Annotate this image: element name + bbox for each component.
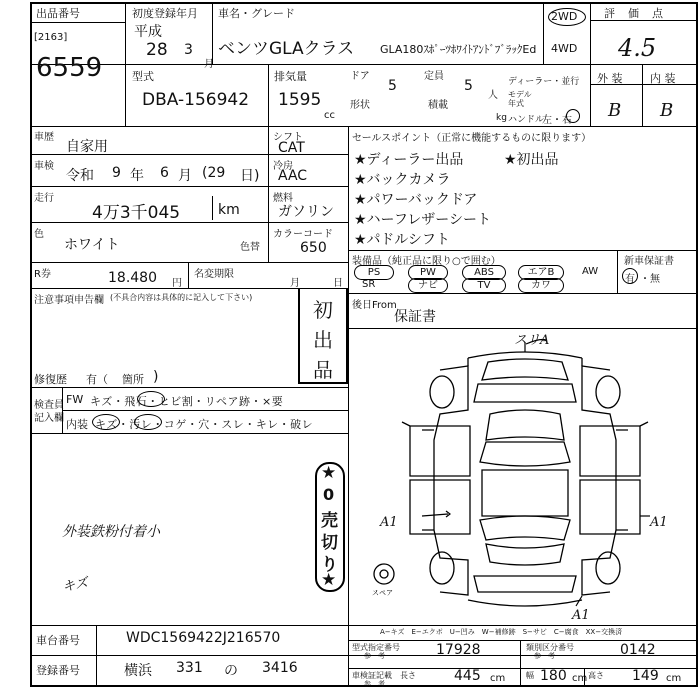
capacity-label: 定員: [424, 71, 444, 82]
divider: [617, 250, 618, 293]
divider: [543, 2, 544, 64]
sold-char-4: り: [321, 555, 338, 575]
cc-unit: cc: [324, 110, 335, 121]
divider: [520, 640, 521, 685]
type-designation: 17928: [436, 642, 481, 658]
remark-2: キズ: [61, 575, 90, 596]
handle-right-circle: [566, 109, 580, 123]
diagram-label-right: A1: [650, 515, 668, 530]
divider: [30, 64, 698, 65]
divider: [212, 196, 213, 220]
stamp-char-1: 初: [313, 298, 333, 322]
mileage-label: 走行: [34, 193, 54, 204]
displacement: 1595: [278, 90, 322, 110]
registration-month: 3: [184, 42, 193, 58]
lot-number: 6559: [36, 53, 103, 83]
recycle: 18.480: [108, 270, 157, 286]
inspection-year-unit: 年: [130, 168, 144, 184]
shift: CAT: [278, 140, 305, 156]
warranty-label: 新車保証書: [624, 256, 674, 267]
repair-suffix: 箇所: [122, 373, 144, 386]
equip-tv: TV: [462, 278, 506, 293]
ac-label: 冷房: [273, 161, 293, 172]
divider: [348, 328, 698, 329]
handle-value: 左・右: [542, 115, 572, 126]
selling-point-4: ★パワーバックドア: [354, 192, 478, 208]
color-code-label: カラーコード: [273, 229, 333, 240]
equipment-title: 装備品（純正品に限り○で囲む）: [352, 256, 501, 267]
width-unit: cm: [572, 673, 588, 684]
sold-star-bottom: ★: [321, 570, 337, 590]
selling-points-title: セールスポイント（正常に機能するものに限ります）: [352, 133, 592, 144]
length-unit: cm: [490, 673, 506, 684]
score: 4.5: [618, 34, 657, 62]
divider: [125, 2, 126, 126]
model-label: 型式: [132, 70, 154, 83]
divider: [642, 64, 643, 126]
divider: [348, 293, 698, 294]
color: ホワイト: [64, 237, 120, 253]
car-name: ベンツGLAクラス: [218, 39, 355, 59]
divider: [348, 328, 349, 625]
divider: [348, 640, 698, 641]
km-unit: km: [218, 202, 240, 218]
repair-label: 修復歴: [34, 373, 67, 386]
inspector-label-1: 検査員: [34, 400, 64, 411]
recycle-label: R券: [34, 269, 51, 280]
repair-close-paren: ): [153, 369, 159, 385]
fw-items: キズ・飛石・ヒビ割・リペア跡・×要: [90, 395, 284, 408]
spare-label: スペア: [372, 589, 393, 597]
after-docs: 保証書: [394, 309, 436, 325]
color-label: 色: [34, 229, 44, 240]
category: 0142: [620, 642, 656, 658]
handle-label: ハンドル: [508, 115, 545, 125]
divider: [188, 262, 189, 288]
selling-point-5: ★ハーフレザーシート: [354, 212, 492, 228]
width: 180: [540, 668, 567, 684]
mileage: 4万3千045: [92, 203, 181, 223]
divider: [268, 126, 269, 262]
category-label: 類別区分番号: [526, 643, 574, 652]
diagram-label-bottom: A1: [572, 608, 590, 623]
dims-label: 車検証記載: [352, 671, 392, 680]
stamp-char-2: 出: [313, 328, 333, 352]
exterior-grade: B: [608, 100, 622, 121]
model-year-label: モデル年式: [508, 90, 532, 108]
selling-point-1: ★ディーラー出品: [354, 152, 464, 168]
fuel-label: 燃料: [273, 193, 293, 204]
divider: [30, 222, 348, 223]
divider: [30, 22, 125, 23]
shape-label: 形状: [350, 100, 370, 111]
equip-sr: SR: [362, 279, 376, 290]
selling-point-6: ★パドルシフト: [354, 232, 450, 248]
divider: [348, 126, 349, 328]
divider: [348, 250, 698, 251]
after-docs-label: 後日From: [352, 300, 397, 311]
divider: [584, 668, 585, 685]
capacity: 5: [464, 78, 473, 94]
lot-label: 出品番号: [36, 7, 80, 20]
lot-code: [2163]: [34, 32, 68, 43]
sold-char-2: 売: [321, 511, 338, 531]
repair-value: 有（: [86, 373, 108, 386]
remark-1: 外装鉄粉付着小: [62, 524, 160, 540]
notes-sublabel: (不具合内容は具体的に記入して下さい): [110, 293, 253, 302]
inspection-day: (29: [202, 165, 226, 181]
inspection-day-unit: 日): [240, 168, 260, 184]
person-unit: 人: [488, 90, 498, 101]
inspection-year: 9: [112, 165, 121, 181]
first-registration-label: 初度登録年月: [132, 7, 198, 20]
diagram-label-top: スリA: [514, 333, 550, 348]
repaint-label: 色替: [240, 242, 260, 253]
sold-char-3: 切: [321, 533, 338, 553]
doors-label: ドア: [350, 71, 370, 82]
exterior-label: 外 装: [597, 72, 623, 85]
car-name-label: 車名・グレード: [218, 7, 295, 20]
int-scratch-circle: [92, 414, 120, 430]
diagram-label-left: A1: [380, 515, 398, 530]
int-stain-circle: [134, 414, 162, 430]
divider: [96, 625, 97, 685]
equip-abs: ABS: [462, 265, 506, 280]
warranty-yes: 有: [625, 274, 635, 285]
registration-area: 横浜: [124, 663, 152, 679]
fw-label: FW: [66, 393, 84, 406]
divider: [30, 126, 698, 127]
displacement-label: 排気量: [274, 70, 307, 83]
registration-number: 3416: [262, 660, 298, 676]
dealer-label: ディーラー・並行: [508, 77, 580, 87]
history: 自家用: [66, 139, 108, 155]
interior-check-label: 内装: [66, 418, 88, 431]
divider: [30, 625, 698, 626]
height-unit: cm: [666, 673, 682, 684]
divider: [30, 387, 348, 388]
equip-navi: ナビ: [408, 278, 448, 293]
height: 149: [632, 668, 659, 684]
inspection-month: 6: [160, 165, 169, 181]
ref-label-2: 参 考: [534, 652, 555, 660]
selling-point-3: ★バックカメラ: [354, 172, 451, 188]
load-label: 積載: [428, 100, 448, 111]
name-change-label: 名変期限: [194, 269, 234, 280]
ac: AAC: [278, 168, 308, 184]
era: 平成: [134, 24, 162, 40]
kg-unit: kg: [496, 113, 507, 123]
damage-legend: A−キズ E−エクボ U−凹み W−補修跡 S−サビ C−腐食 XX−交換済: [380, 628, 623, 636]
shift-label: シフト: [273, 132, 303, 143]
stamp-char-3: 品: [313, 358, 333, 382]
history-label: 車歴: [34, 132, 54, 143]
divider: [268, 64, 269, 126]
divider: [30, 262, 348, 263]
equip-ps: PS: [354, 265, 394, 280]
registration-class: 331: [176, 660, 203, 676]
interior-label: 内 装: [650, 72, 676, 85]
model: DBA-156942: [142, 90, 250, 110]
equip-airbag: エアB: [518, 265, 564, 280]
notes-label: 注意事項申告欄: [34, 295, 104, 306]
type-designation-label: 型式指定番号: [352, 643, 400, 652]
selling-point-2: ★初出品: [504, 152, 559, 168]
registration-year: 28: [146, 40, 168, 60]
sold-star-top: ★: [321, 463, 337, 483]
car-damage-diagram: [350, 330, 696, 623]
divider: [62, 410, 348, 411]
fw-stone-circle: [137, 391, 165, 407]
registration-kana: の: [224, 663, 238, 679]
divider: [348, 625, 349, 685]
warranty-no: ・無: [640, 274, 660, 285]
inspection-label: 車検: [34, 161, 54, 172]
inspection-era: 令和: [66, 168, 94, 184]
chassis-label: 車台番号: [36, 634, 80, 647]
sold-char-1: 0: [323, 485, 335, 504]
color-code: 650: [300, 240, 327, 256]
doors: 5: [388, 78, 397, 94]
registration-label: 登録番号: [36, 664, 80, 677]
drive-4wd: 4WD: [551, 42, 578, 55]
interior-check-items: キズ・汚レ・コゲ・穴・スレ・キレ・破レ: [95, 418, 314, 431]
divider: [30, 186, 348, 187]
equip-aw: AW: [582, 266, 599, 277]
ref-label-3: 参 考: [364, 680, 385, 688]
yen-unit: 円: [172, 278, 182, 289]
equip-pw: PW: [408, 265, 448, 280]
inspection-month-unit: 月: [178, 168, 192, 184]
interior-grade: B: [660, 100, 674, 121]
length: 445: [454, 668, 481, 684]
car-grade: GLA180ｽﾎﾟｰﾂﾎﾜｲﾄｱﾝﾄﾞﾌﾞﾗｯｸEd: [380, 43, 537, 56]
equip-leather: カワ: [518, 278, 564, 293]
fuel: ガソリン: [278, 204, 334, 220]
month-unit: 月: [204, 59, 214, 70]
inspector-label-2: 記入欄: [34, 413, 64, 424]
ref-label-1: 参 考: [364, 652, 385, 660]
divider: [30, 433, 348, 434]
month-mark: 月: [290, 278, 300, 289]
day-mark: 日: [333, 278, 343, 289]
length-label: 長さ: [400, 671, 416, 680]
drive-2wd: 2WD: [551, 10, 578, 23]
width-label: 幅: [526, 671, 534, 680]
height-label: 高さ: [588, 671, 604, 680]
score-label: 評 価 点: [604, 7, 664, 20]
chassis: WDC1569422J216570: [126, 630, 281, 646]
